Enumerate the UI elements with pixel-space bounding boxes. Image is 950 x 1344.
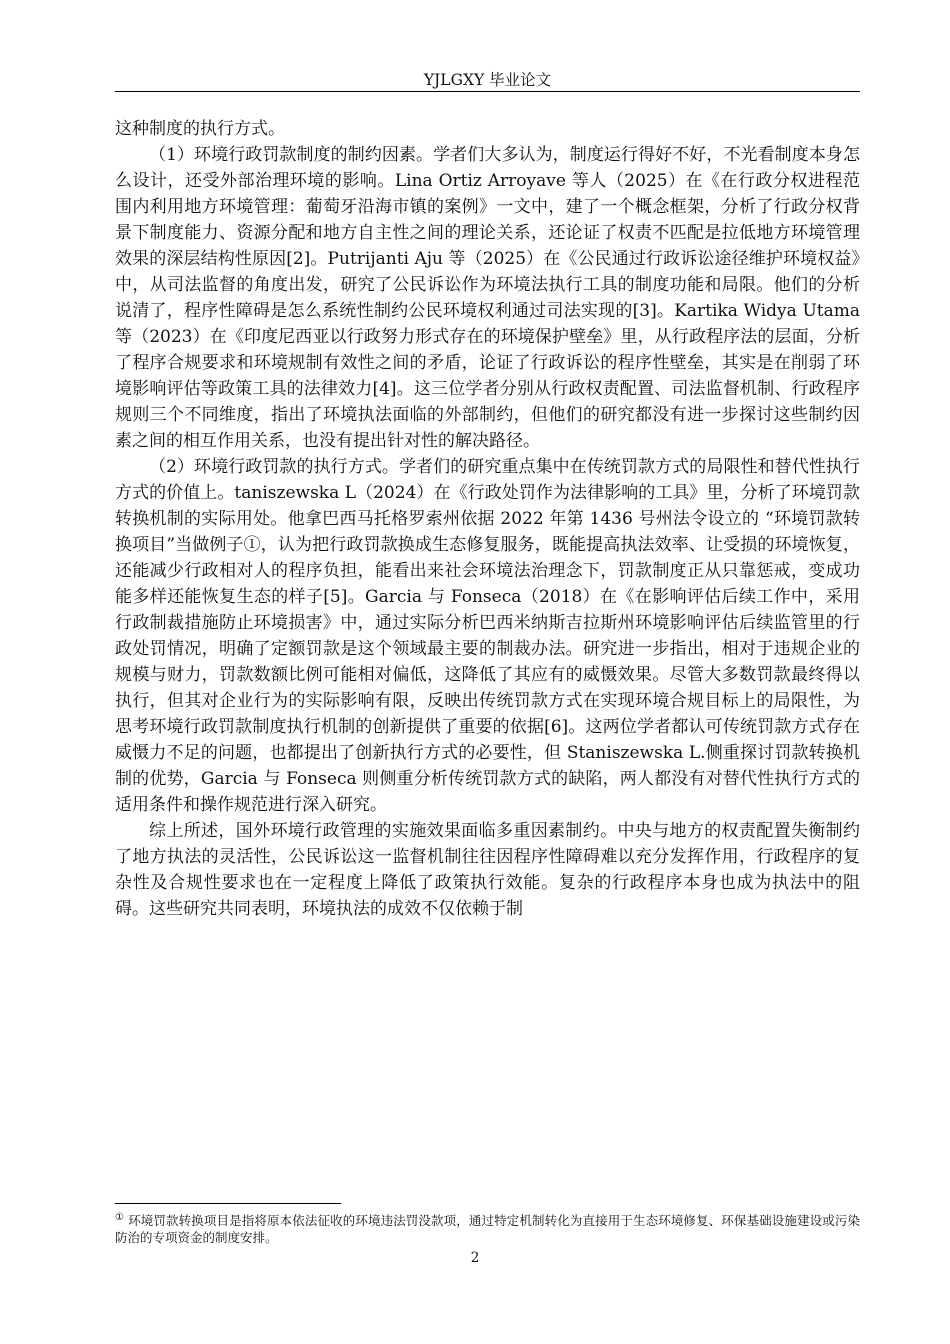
footnote-text: 环境罚款转换项目是指将原本依法征收的环境违法罚没款项，通过特定机制转化为直接用于生态环境修复、环保基础设施建设或污染防治的专项资金的制度安排。 bbox=[115, 1213, 860, 1245]
paragraph-2: （1）环境行政罚款制度的制约因素。学者们大多认为，制度运行得好不好，不光看制度本身怎么设计，还受外部治理环境的影响。Lina Ortiz Arroyave 等人（2025）在《在行政分权进程范围内利用地方环境管理：葡萄牙沿海市镇的案例》一文中，建了一个概念框架，分析了行政分权背景下制度能力、资源分配和地方自主性之间的理论关系，还论证了权责不匹配是拉低地方环境管理效果的深层结构性原因[2]。Putrijanti Aju 等（2025）在《公民通过行政诉讼途径维护环境权益》中，从司法监督的角度出发，研究了公民诉讼作为环境法执行工具的制度功能和局限。他们的分析说清了，程序性障碍是怎么系统性制约公民环境权利通过司法实现的[3]。Kartika Widya Utama 等（2023）在《印度尼西亚以行政努力形式存在的环境保护壁垒》里，从行政程序法的层面，分析了程序合规要求和环境规制有效性之间的矛盾，论证了行政诉讼的程序性壁垒，其实是在削弱了环境影响评估等政策工具的法律效力[4]。这三位学者分别从行政权责配置、司法监督机制、行政程序规则三个不同维度，指出了环境执法面临的外部制约，但他们的研究都没有进一步探讨这些制约因素之间的相互作用关系，也没有提出针对性的解决路径。 bbox=[115, 145, 860, 451]
page-number: 2 bbox=[470, 1250, 480, 1266]
paragraph-3: （2）环境行政罚款的执行方式。学者们的研究重点集中在传统罚款方式的局限性和替代性执行方式的价值上。taniszewska L（2024）在《行政处罚作为法律影响的工具》里，分析了环境罚款转换机制的实际用处。他拿巴西马托格罗索州依据 2022 年第 1436 号州法令设立的 “环境罚款转换项目”当做例子①，认为把行政罚款换成生态修复服务，既能提高执法效率、让受损的环境恢复，还能减少行政相对人的程序负担，能看出来社会环境法治理念下，罚款制度正从只靠惩戒，变成功能多样还能恢复生态的样子[5]。Garcia 与 Fonseca（2018）在《在影响评估后续工作中，采用行政制裁措施防止环境损害》中，通过实际分析巴西米纳斯吉拉斯州环境影响评估后续监管里的行政处罚情况，明确了定额罚款是这个领域最主要的制裁办法。研究进一步指出，相对于违规企业的规模与财力，罚款数额比例可能相对偏低，这降低了其应有的威慑效果。尽管大多数罚款最终得以执行，但其对企业行为的实际影响有限，反映出传统罚款方式在实现环境合规目标上的局限性，为思考环境行政罚款制度执行机制的创新提供了重要的依据[6]。这两位学者都认可传统罚款方式存在威慑力不足的问题，也都提出了创新执行方式的必要性，但 Staniszewska L.侧重探讨罚款转换机制的优势，Garcia 与 Fonseca 则侧重分析传统罚款方式的缺陷，两人都没有对替代性执行方式的适用条件和操作规范进行深入研究。 bbox=[115, 457, 860, 815]
footnote-rule bbox=[115, 1203, 341, 1204]
footnote bbox=[115, 1212, 860, 1246]
header-rule bbox=[115, 91, 860, 92]
footnote-mark: ① bbox=[115, 1211, 125, 1223]
paragraph-4: 综上所述，国外环境行政管理的实施效果面临多重因素制约。中央与地方的权责配置失衡制约了地方执法的灵活性，公民诉讼这一监督机制往往因程序性障碍难以充分发挥作用，行政程序的复杂性及合规性要求也在一定程度上降低了政策执行效能。复杂的行政程序本身也成为执法中的阻碍。这些研究共同表明，环境执法的成效不仅依赖于制 bbox=[115, 821, 860, 919]
running-header: YJLGXY 毕业论文 bbox=[423, 71, 552, 89]
body-text bbox=[115, 116, 860, 922]
paragraph-1: 这种制度的执行方式。 bbox=[115, 119, 285, 139]
